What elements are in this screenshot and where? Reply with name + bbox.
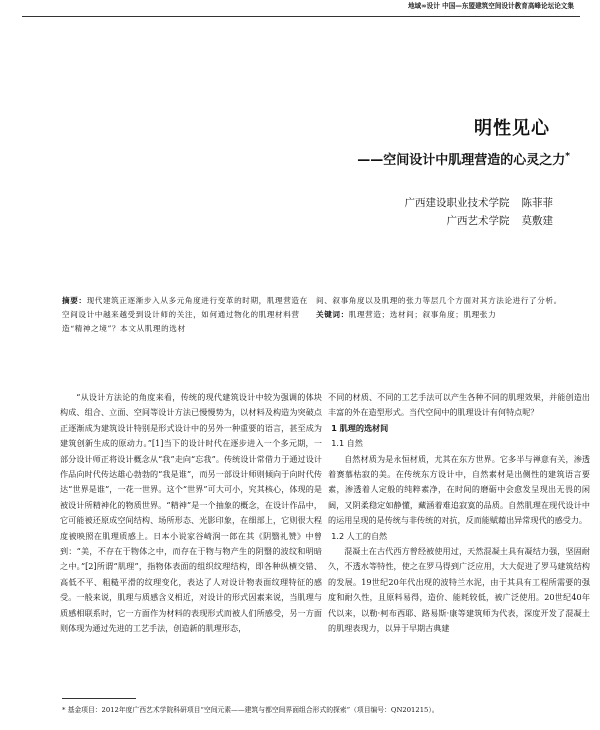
subsection-heading: 1.1 自然 [331, 438, 363, 449]
article-title: 明性见心 [474, 118, 550, 139]
abstract-text: 现代建筑正逐渐步入从多元角度进行变革的时期，肌理营造在空间设计中越来越受到设计师的关注，如何通过物化的肌理材料营造“精神之境”？本文从肌理的选材 [62, 296, 308, 333]
footnote-rule [62, 698, 136, 699]
subtitle-footnote-mark: * [565, 151, 570, 162]
section-heading: 1 肌理的选材间 [331, 422, 389, 433]
author-institution: 广西艺术学院 [446, 215, 510, 227]
running-head: 地域∞设计 中国—东盟建筑空间设计教育高峰论坛论文集 [407, 2, 574, 10]
author-name: 莫敷建 [521, 215, 553, 227]
body-paragraph: 不同的材质、不同的工艺手法可以产生各种不同的肌理效果，并能创造出丰富的外在造型形式。当代空间中的肌理设计有何特点呢？ [328, 392, 590, 418]
subsection-heading: 1.2 人工的自然 [331, 530, 388, 541]
author-name: 陈菲菲 [521, 197, 553, 209]
header-rule [22, 16, 580, 17]
body-paragraph: “从设计方法论的角度来看，传统的现代建筑设计中较为强调的体块构成、组合、立面、空间等设计方法已慢慢势为，以材料及构造为突破点正逐渐成为建筑设计特别是形式设计中的另外一种重要的语言，甚至成为建筑创新生成的原动力。”[1]当下的设计时代在逐步进入一个多元期，一部分设计师正将设计概念从“我”走向“忘我”。传统设计常借力于通过设计作品向时代传达雄心勃勃的“我是谁”，而另一部设计师则倾向于向时代传达“世界是谁”，一花一世界。这个“世界”可大可小，究其核心，体现的是被设计所精神化的物质世界。“精神”是一个抽象的概念，在设计作品中，它可能被还原成空间结构、场所形态、光影印象，在细部上，它则很大程度被映照在肌理质感上。日本小说家谷崎润一郎在其《阴翳礼赞》中曾到：“美，不存在于物体之中，而存在于物与物产生的阴翳的波纹和明暗之中。”[2]所谓“肌理”，指物体表面的组织纹理结构，即各种纵横交错、高低不平、粗糙平滑的纹理变化，表达了人对设计物表面纹理特征的感受。一般来说，肌理与质感含义相近，对设计的形式因素来说，当肌理与质感相联系时，它一方面作为材料的表现形式而被人们所感受，另一方面则体现为通过先进的工艺手法，创造新的肌理形态， [60, 392, 322, 634]
body-paragraph: 混凝土在古代西方曾经被使用过，天然混凝土具有凝结力强，坚固耐久，不透水等特性，使之在罗马得到广泛应用，大大促进了罗马建筑结构的发展。19世纪20年代出现的波特兰水泥，由于其具有工程所需要的强度和耐久性，且原料易得，造价、能耗较低，被广泛使用。20世纪40年代以来，以勒·柯布西耶、路易斯·康等建筑师为代表，深度开发了混凝土的肌理表现力，以异于早期古典建 [328, 546, 590, 634]
footnote-mark: * [62, 706, 66, 714]
abstract-right-column [316, 294, 564, 322]
subtitle-text: ——空间设计中肌理营造的心灵之力 [357, 153, 566, 168]
body-left-column [60, 390, 322, 637]
author-line-2 [447, 213, 554, 228]
body-paragraph: 自然材质为是永恒材质，尤其在东方世界。它多半与禅意有关，渗透着赛慕枯寂的美。在传统东方设计中，自然素材是出侧性的建筑语言要素，渗透着人定般的纯粹素净，在时间的磨砺中会愈发呈现出无畏的闲阔，又阴柔稳定如静懂，藏涵着难追寂寞的品质。自然肌理在现代设计中的运用呈现的是传统与非传统的对抗，反而能赋藉出异常现代的感受力。 [328, 453, 590, 526]
abstract-left-column [62, 294, 310, 336]
author-institution: 广西建设职业技术学院 [404, 197, 510, 209]
footnote-text: 基金项目：2012年度广西艺术学院科研项目“空间元素——建筑与都空间界面组合形式的探索”（项目编号：QN201215）。 [67, 706, 439, 714]
footnote [62, 705, 560, 715]
body-right-column [328, 390, 590, 637]
article-subtitle [357, 149, 570, 168]
keywords: 肌理营造；选材间；叙事角度；肌理张力 [348, 310, 497, 319]
abstract-text-continued: 间、叙事角度以及肌理的张力等层几个方面对其方法论进行了分析。 [316, 296, 562, 305]
author-line-1 [405, 195, 554, 210]
keywords-label: 关键词： [316, 310, 349, 319]
abstract-label: 摘要： [62, 296, 87, 305]
